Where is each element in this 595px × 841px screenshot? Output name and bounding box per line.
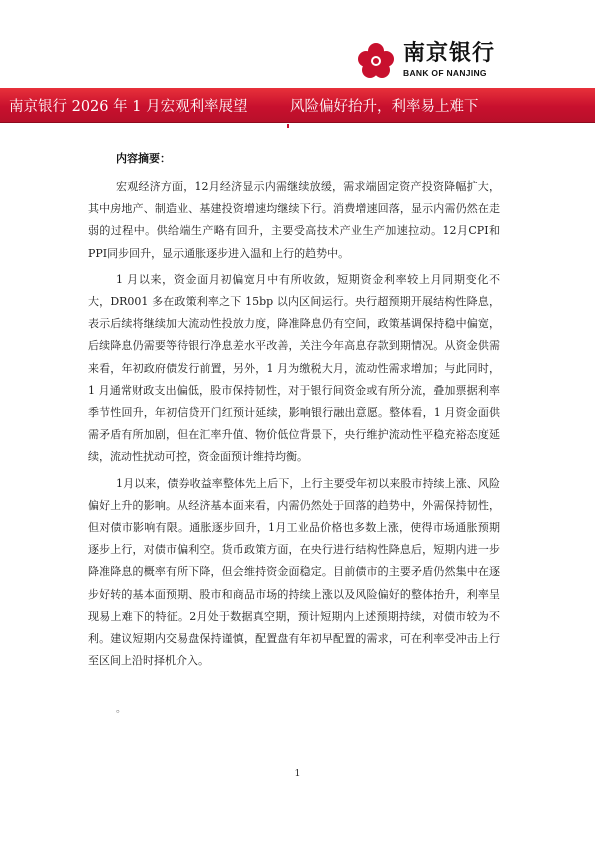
- bank-logo: [355, 38, 515, 82]
- stray-punctuation: 。: [116, 704, 126, 715]
- header-band: [0, 88, 595, 123]
- logo-english-text: BANK OF NANJING: [403, 67, 487, 78]
- summary-heading: 内容摘要：: [116, 152, 171, 165]
- logo-chinese-text: 南京银行: [403, 40, 496, 66]
- page-number: 1: [294, 768, 301, 779]
- summary-paragraph-liquidity: 1 月以来，资金面月初偏宽月中有所收敛，短期资金利率较上月同期变化不大，DR001 多在政策利率之下 15bp 以内区间运行。央行超预期开展结构性降息，表示后续将继续加大流动性投放力度，降准降息仍有空间，政策基调保持稳中偏宽，后续降息仍需要等待银行净息差水平改善，关注今年高息存款到期情况。从资金供需来看，年初政府债发行前置，另外，1 月为缴税大月，流动性需求增加；与此同时，1 月通常财政支出偏低，股市保持韧性，对于银行间资金或有所分流，叠加票据利率季节性回升，年初信贷开门红预计延续，影响银行融出意愿。整体看，1 月资金面供需矛盾有所加剧，但在汇率升值、物价低位背景下，央行维护流动性平稳充裕态度延续，流动性扰动可控，资金面预计维持均衡。: [88, 272, 500, 464]
- report-title: 南京银行 2026 年 1 月宏观利率展望: [9, 99, 248, 115]
- summary-paragraph-macro: 宏观经济方面，12月经济显示内需继续放缓，需求端固定资产投资降幅扩大，其中房地产、制造业、基建投资增速均继续下行。消费增速回落，显示内需仍然在走弱的过程中。供给端生产略有回升，主要受高技术产业生产加速拉动。12月CPI和PPI同步回升，显示通胀逐步进入温和上行的趋势中。: [88, 180, 500, 260]
- summary-paragraph-bond-market: 1月以来，债券收益率整体先上后下，上行主要受年初以来股市持续上涨、风险偏好上升的影响。从经济基本面来看，内需仍然处于回落的趋势中，外需保持韧性，但对债市影响有限。通胀逐步回升，1月工业品价格也多数上涨，使得市场通胀预期逐步上行，对债市偏利空。货币政策方面，在央行进行结构性降息后，短期内进一步降准降息的概率有所下降，但会维持资金面稳定。目前债市的主要矛盾仍然集中在逐步好转的基本面预期、股市和商品市场的持续上涨以及风险偏好的整体抬升，利率呈现易上难下的特征。2月处于数据真空期，预计短期内上述预期持续，对债市较为不利。建议短期内交易盘保持谨慎，配置盘有年初早配置的需求，可在利率受冲击上行至区间上沿时择机介入。: [88, 476, 500, 668]
- report-subtitle: 风险偏好抬升，利率易上难下: [290, 99, 479, 115]
- flower-logo-icon: [355, 39, 397, 81]
- header-tick-mark: [287, 124, 289, 128]
- summary-section: [88, 150, 500, 676]
